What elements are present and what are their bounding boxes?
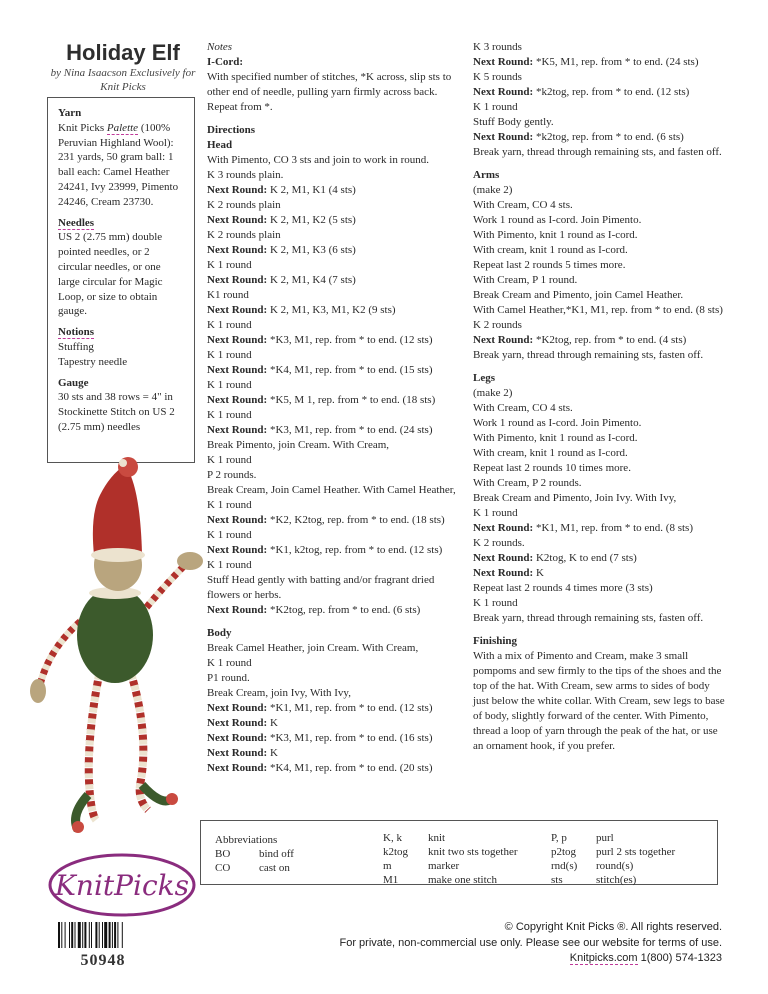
instruction-line: K 1 round <box>207 409 252 421</box>
next-round-label: Next Round: <box>207 274 268 286</box>
instruction-line: K1 round <box>207 289 249 301</box>
next-round-label: Next Round: <box>207 717 268 729</box>
next-round-label: Next Round: <box>473 334 534 346</box>
instruction-line: K 1 round <box>207 559 252 571</box>
instruction-text: K <box>533 567 544 579</box>
next-round-label: Next Round: <box>207 732 268 744</box>
next-round-label: Next Round: <box>207 424 268 436</box>
instruction-text: K 2, M1, K3, M1, K2 (9 sts) <box>267 304 396 316</box>
abbreviations-heading: Abbreviations <box>215 834 278 846</box>
next-round-label: Next Round: <box>207 544 268 556</box>
next-round-label: Next Round: <box>207 214 268 226</box>
yarn-brand-link[interactable]: Palette <box>106 121 139 134</box>
instruction-line: K 1 round <box>207 499 252 511</box>
gauge-text: 30 sts and 38 rows = 4" in Stockinette Stitch on US 2 (2.75 mm) needles <box>58 391 175 433</box>
instruction-line: K 3 rounds plain. <box>207 169 284 181</box>
instruction-line: K 1 round <box>473 507 518 519</box>
next-round-label: Next Round: <box>207 514 268 526</box>
instruction-line: With Camel Heather,*K1, M1, rep. from * to end. (8 sts) <box>473 304 723 316</box>
instruction-line: Repeat last 2 rounds 5 times more. <box>473 259 626 271</box>
instruction-line <box>207 393 457 408</box>
instruction-text: *K3, M1, rep. from * to end. (24 sts) <box>267 424 433 436</box>
instruction-line: With Cream, CO 4 sts. <box>473 402 573 414</box>
instruction-line: Break yarn, thread through remaining sts, and fasten off. <box>473 146 722 158</box>
instruction-line <box>207 183 457 198</box>
instruction-line: With Cream, P 1 round. <box>473 274 578 286</box>
abbrev-def: stitch(es) <box>596 874 637 886</box>
barcode-bar <box>65 922 66 948</box>
subsection-heading: I-Cord: <box>207 56 244 68</box>
next-round-label: Next Round: <box>473 522 534 534</box>
instruction-line <box>207 701 457 716</box>
barcode-bar <box>58 922 60 948</box>
instruction-text: *K1, k2tog, rep. from * to end. (12 sts) <box>267 544 443 556</box>
instruction-line <box>473 521 728 536</box>
notions-line: Stuffing <box>58 340 94 353</box>
yarn-text <box>58 121 184 210</box>
subsection-heading: Head <box>207 139 233 151</box>
yarn-text-start: Knit Picks <box>58 121 107 134</box>
yarn-heading: Yarn <box>58 107 82 119</box>
instruction-line: With a mix of Pimento and Cream, make 3 small pompoms and sew firmly to the tips of the shoes and the top of the hat. With Cream, sew arms to sides of body just below the white collar. With Cream, sew legs to base of body, slightly forward of the center. With Pimento, thread a loop of yarn through the peak of the hat, or use an ornament hook, if you prefer. <box>473 650 725 752</box>
column-2 <box>207 40 457 776</box>
barcode <box>58 922 148 948</box>
instruction-line: K 1 round <box>207 379 252 391</box>
footer <box>302 920 722 967</box>
instruction-text: K 2, M1, K4 (7 sts) <box>267 274 356 286</box>
instruction-text: *K2, K2tog, rep. from * to end. (18 sts) <box>267 514 445 526</box>
notions-heading[interactable]: Notions <box>58 326 95 339</box>
instruction-line: Break Cream and Pimento, Join Ivy. With Ivy, <box>473 492 677 504</box>
abbrev-def: cast on <box>259 862 290 874</box>
next-round-label: Next Round: <box>473 131 534 143</box>
instruction-line: With specified number of stitches, *K across, slip sts to other end of needle, pulling yarn firmly across back. Repeat from *. <box>207 71 452 113</box>
instruction-text: *K4, M1, rep. from * to end. (20 sts) <box>267 762 433 774</box>
instruction-line: (make 2) <box>473 184 513 196</box>
instruction-text: *k2tog, rep. from * to end. (12 sts) <box>533 86 690 98</box>
abbrev-defs-col2 <box>428 831 518 887</box>
abbrev-term: sts <box>551 874 563 886</box>
yarn-text-rest: (100% Peruvian Highland Wool): 231 yards, 50 gram ball: 1 ball each: Camel Heather 24241, Ivy 23999, Pimento 24246, Cream 23730. <box>58 121 179 208</box>
instruction-text: *K1, M1, rep. from * to end. (12 sts) <box>267 702 433 714</box>
abbrev-terms-col1 <box>215 847 230 875</box>
barcode-bar <box>122 922 123 948</box>
needles-text: US 2 (2.75 mm) double pointed needles, or 2 circular needles, or one large circular for Magic Loop, or size to obtain gauge. <box>58 231 163 318</box>
instruction-line <box>207 243 457 258</box>
barcode-bar <box>75 922 76 948</box>
instruction-line <box>207 731 457 746</box>
barcode-bar <box>84 922 86 948</box>
instruction-text: *K3, M1, rep. from * to end. (12 sts) <box>267 334 433 346</box>
barcode-bar <box>102 922 103 948</box>
phone-number: 1(800) 574-1323 <box>637 952 722 964</box>
abbreviations-box <box>200 820 718 885</box>
instruction-line: Repeat last 2 rounds 4 times more (3 sts) <box>473 582 653 594</box>
gauge-heading: Gauge <box>58 376 89 389</box>
barcode-number: 50948 <box>80 952 126 969</box>
instruction-line <box>473 55 728 70</box>
instruction-text: K2tog, K to end (7 sts) <box>533 552 637 564</box>
instruction-line <box>473 130 728 145</box>
abbrev-term: K, k <box>383 832 402 844</box>
abbrev-def: marker <box>428 860 460 872</box>
instruction-line <box>473 551 728 566</box>
instruction-line: K 5 rounds <box>473 71 522 83</box>
instruction-line <box>207 423 457 438</box>
barcode-bar <box>61 922 62 948</box>
abbrev-def: knit <box>428 832 446 844</box>
column-3 <box>473 40 728 754</box>
abbrev-terms-col2 <box>383 831 408 887</box>
barcode-bar <box>71 922 73 948</box>
next-round-label: Next Round: <box>473 552 534 564</box>
next-round-label: Next Round: <box>207 304 268 316</box>
elf-photo <box>30 455 210 835</box>
barcode-bar <box>114 922 116 948</box>
instruction-line: With cream, knit 1 round as I-cord. <box>473 244 628 256</box>
notions-line: Tapestry needle <box>58 355 128 368</box>
abbrev-defs-col1 <box>259 847 294 875</box>
instruction-line: K 1 round <box>207 529 252 541</box>
pattern-title: Holiday Elf <box>66 40 180 65</box>
abbrev-term: k2tog <box>383 846 409 858</box>
abbrev-def: make one stitch <box>428 874 498 886</box>
abbrev-term: rnd(s) <box>551 860 578 872</box>
website-link[interactable]: Knitpicks.com <box>569 952 638 964</box>
barcode-bar <box>95 922 97 948</box>
instruction-line: K 1 round <box>207 259 252 271</box>
instruction-line: Break yarn, thread through remaining sts, fasten off. <box>473 349 704 361</box>
barcode-bar <box>109 922 111 948</box>
next-round-label: Next Round: <box>207 394 268 406</box>
contact-line <box>302 951 722 967</box>
next-round-label: Next Round: <box>473 86 534 98</box>
barcode-bar <box>112 922 113 948</box>
instruction-line: Break Pimento, join Cream. With Cream, <box>207 439 390 451</box>
instruction-line: With Pimento, knit 1 round as I-cord. <box>473 229 638 241</box>
section-heading: Finishing <box>473 635 518 647</box>
instruction-line <box>207 543 457 558</box>
instruction-line: K 1 round <box>473 597 518 609</box>
instruction-line: Break Cream, Join Camel Heather. With Camel Heather, <box>207 484 456 496</box>
instruction-line <box>207 746 457 761</box>
instruction-line: K 1 round <box>207 349 252 361</box>
instruction-line: (make 2) <box>473 387 513 399</box>
instruction-line: K 1 round <box>207 454 252 466</box>
knitpicks-logo <box>47 852 197 918</box>
instruction-line <box>207 716 457 731</box>
next-round-label: Next Round: <box>207 604 268 616</box>
instruction-text: K 2, M1, K2 (5 sts) <box>267 214 356 226</box>
instruction-line: K 2 rounds. <box>473 537 525 549</box>
next-round-label: Next Round: <box>473 56 534 68</box>
next-round-label: Next Round: <box>207 762 268 774</box>
instruction-line: Stuff Body gently. <box>473 116 554 128</box>
instruction-line <box>207 333 457 348</box>
needles-heading[interactable]: Needles <box>58 216 95 229</box>
abbrev-defs-col3 <box>596 831 675 887</box>
instruction-line: Work 1 round as I-cord. Join Pimento. <box>473 417 642 429</box>
barcode-bar <box>82 922 83 948</box>
instruction-line: Break yarn, thread through remaining sts, fasten off. <box>473 612 704 624</box>
instruction-text: K 2, M1, K1 (4 sts) <box>267 184 356 196</box>
abbrev-term: BO <box>215 848 231 860</box>
copyright-text: © Copyright Knit Picks ®. All rights reserved. <box>504 921 722 933</box>
instruction-line: With Cream, P 2 rounds. <box>473 477 582 489</box>
instruction-line <box>207 213 457 228</box>
next-round-label: Next Round: <box>207 364 268 376</box>
instruction-line <box>207 603 457 618</box>
notes-heading: Notes <box>207 41 233 53</box>
barcode-bar <box>69 922 70 948</box>
abbrev-term: m <box>383 860 392 872</box>
instruction-text: K <box>267 747 278 759</box>
abbrev-terms-col3 <box>551 831 577 887</box>
instruction-text: K 2, M1, K3 (6 sts) <box>267 244 356 256</box>
instruction-line: K 1 round <box>207 657 252 669</box>
instruction-text: *K5, M 1, rep. from * to end. (18 sts) <box>267 394 436 406</box>
instruction-line: With Cream, CO 4 sts. <box>473 199 573 211</box>
instruction-text: *k2tog, rep. from * to end. (6 sts) <box>533 131 684 143</box>
instruction-text: *K5, M1, rep. from * to end. (24 sts) <box>533 56 699 68</box>
instruction-line: With cream, knit 1 round as I-cord. <box>473 447 628 459</box>
next-round-label: Next Round: <box>207 747 268 759</box>
abbrev-term: p2tog <box>551 846 577 858</box>
instruction-line: K 2 rounds plain <box>207 229 281 241</box>
barcode-bar <box>117 922 118 948</box>
next-round-label: Next Round: <box>207 244 268 256</box>
instruction-line: P 2 rounds. <box>207 469 257 481</box>
abbrev-term: CO <box>215 862 231 874</box>
instruction-line <box>207 363 457 378</box>
instruction-line: K 3 rounds <box>473 41 522 53</box>
section-heading: Directions <box>207 124 256 136</box>
abbrev-term: P, p <box>551 832 567 844</box>
logo-text: KnitPicks <box>55 869 189 902</box>
instruction-line: Stuff Head gently with batting and/or fragrant dried flowers or herbs. <box>207 574 435 601</box>
section-heading: Legs <box>473 372 495 384</box>
abbrev-def: purl <box>596 832 614 844</box>
instruction-line <box>207 513 457 528</box>
section-heading: Arms <box>473 169 500 181</box>
instruction-line <box>473 85 728 100</box>
instruction-line <box>207 273 457 288</box>
abbrev-def: round(s) <box>596 860 634 872</box>
barcode-bar <box>91 922 92 948</box>
next-round-label: Next Round: <box>207 702 268 714</box>
instruction-line: Break Cream and Pimento, join Camel Heather. <box>473 289 684 301</box>
section-heading: Body <box>207 627 232 639</box>
instruction-line: K 1 round <box>207 319 252 331</box>
abbrev-def: bind off <box>259 848 294 860</box>
instruction-line: K 2 rounds <box>473 319 522 331</box>
usage-text: For private, non-commercial use only. Please see our website for terms of use. <box>339 936 722 949</box>
instruction-text: K <box>267 717 278 729</box>
instruction-line: P1 round. <box>207 672 250 684</box>
next-round-label: Next Round: <box>473 567 534 579</box>
abbrev-def: knit two sts together <box>428 846 518 858</box>
instruction-line <box>473 333 728 348</box>
barcode-bar <box>99 922 100 948</box>
instruction-text: *K4, M1, rep. from * to end. (15 sts) <box>267 364 433 376</box>
byline: by Nina Isaacson Exclusively for Knit Picks <box>50 67 196 93</box>
instruction-line: K 1 round <box>473 101 518 113</box>
instruction-line: Work 1 round as I-cord. Join Pimento. <box>473 214 642 226</box>
instruction-line <box>207 761 457 776</box>
abbrev-def: purl 2 sts together <box>596 846 676 858</box>
barcode-bar <box>78 922 81 948</box>
instruction-line: With Pimento, knit 1 round as I-cord. <box>473 432 638 444</box>
barcode-bar <box>104 922 107 948</box>
next-round-label: Next Round: <box>207 334 268 346</box>
instruction-text: *K1, M1, rep. from * to end. (8 sts) <box>533 522 693 534</box>
instruction-line: With Pimento, CO 3 sts and join to work in round. <box>207 154 429 166</box>
barcode-bar <box>89 922 90 948</box>
instruction-line: Break Cream, join Ivy, With Ivy, <box>207 687 351 699</box>
instruction-line: K 2 rounds plain <box>207 199 281 211</box>
instruction-line <box>473 566 728 581</box>
instruction-line <box>207 303 457 318</box>
instruction-text: *K3, M1, rep. from * to end. (16 sts) <box>267 732 433 744</box>
instruction-line: Repeat last 2 rounds 10 times more. <box>473 462 631 474</box>
materials-box <box>47 97 195 463</box>
instruction-line: Break Camel Heather, join Cream. With Cream, <box>207 642 419 654</box>
instruction-text: *K2tog, rep. from * to end. (6 sts) <box>267 604 421 616</box>
next-round-label: Next Round: <box>207 184 268 196</box>
abbrev-term: M1 <box>383 874 399 886</box>
instruction-text: *K2tog, rep. from * to end. (4 sts) <box>533 334 687 346</box>
